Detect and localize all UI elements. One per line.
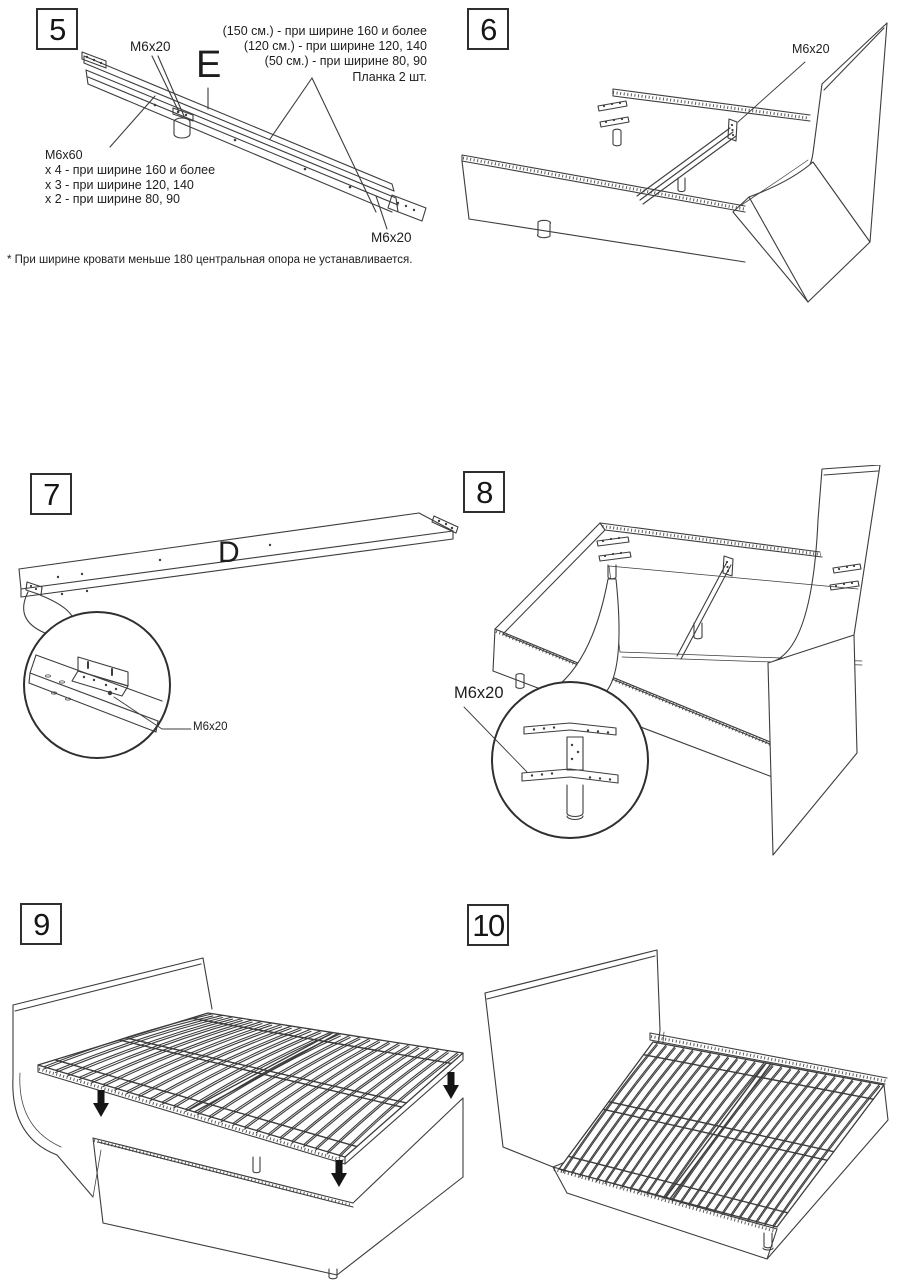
side-rail [462,155,745,262]
center-beam [677,556,733,659]
plank-option: (50 см.) - при ширине 80, 90 [264,54,427,69]
step7-part-letter: D [218,536,240,569]
step10-number-box [467,904,509,946]
step5-bolt-label-bottom: M6x20 [371,230,412,245]
callout-funnel [554,579,619,695]
bolt-option: x 2 - при ширине 80, 90 [45,192,180,207]
plank-option: Планка 2 шт. [352,69,427,84]
far-rail [613,89,810,121]
step6-number-box [467,8,509,50]
bolt-option: x 3 - при ширине 120, 140 [45,177,194,192]
end-bracket-left [82,52,106,68]
step6-bolt-label: M6x20 [792,42,830,56]
step10-number: 10 [472,907,504,943]
step8-bolt-label: M6x20 [454,684,504,702]
headboard-side-brackets [830,564,861,590]
step5-number: 5 [49,11,65,47]
step5-number-box [36,8,78,50]
bolt-option: M6x60 [45,148,83,162]
headboard [733,23,887,302]
corner-brackets-and-leg [597,537,631,579]
page-footnote: * При ширине кровати меньше 180 центральная опора не устанавливается. [7,254,413,266]
step7-number: 7 [43,476,59,512]
step5-plank-options [223,24,427,85]
center-beam [637,119,737,204]
bolt-option: x 4 - при ширине 160 и более [45,162,216,177]
down-arrow [93,1090,109,1117]
step5-bolt-label-top: M6x20 [130,39,171,54]
step7-number-box [30,473,72,515]
headboard [768,465,880,855]
step5-part-letter: E [196,44,222,86]
end-bracket-right [388,195,426,221]
step9-number-box [20,903,62,945]
step8-number-box [463,471,505,513]
wing-panel [768,635,857,855]
step9-drawing-slat-base-lowering [5,945,470,1280]
step5-bolt-options [45,148,215,207]
step8-number: 8 [476,474,492,510]
step6-number: 6 [480,11,496,47]
step9-number: 9 [33,906,49,942]
plank-option: (150 см.) - при ширине 160 и более [222,24,427,38]
callout-circle [24,612,170,758]
step10-drawing-finished-bed [455,945,900,1280]
step8-drawing-box-frame [450,465,900,865]
plank-option: (120 см.) - при ширине 120, 140 [243,39,427,54]
corner-brackets-and-leg [598,101,629,146]
headboard-wing-panel [749,162,870,302]
step7-bolt-label: M6x20 [193,721,228,733]
